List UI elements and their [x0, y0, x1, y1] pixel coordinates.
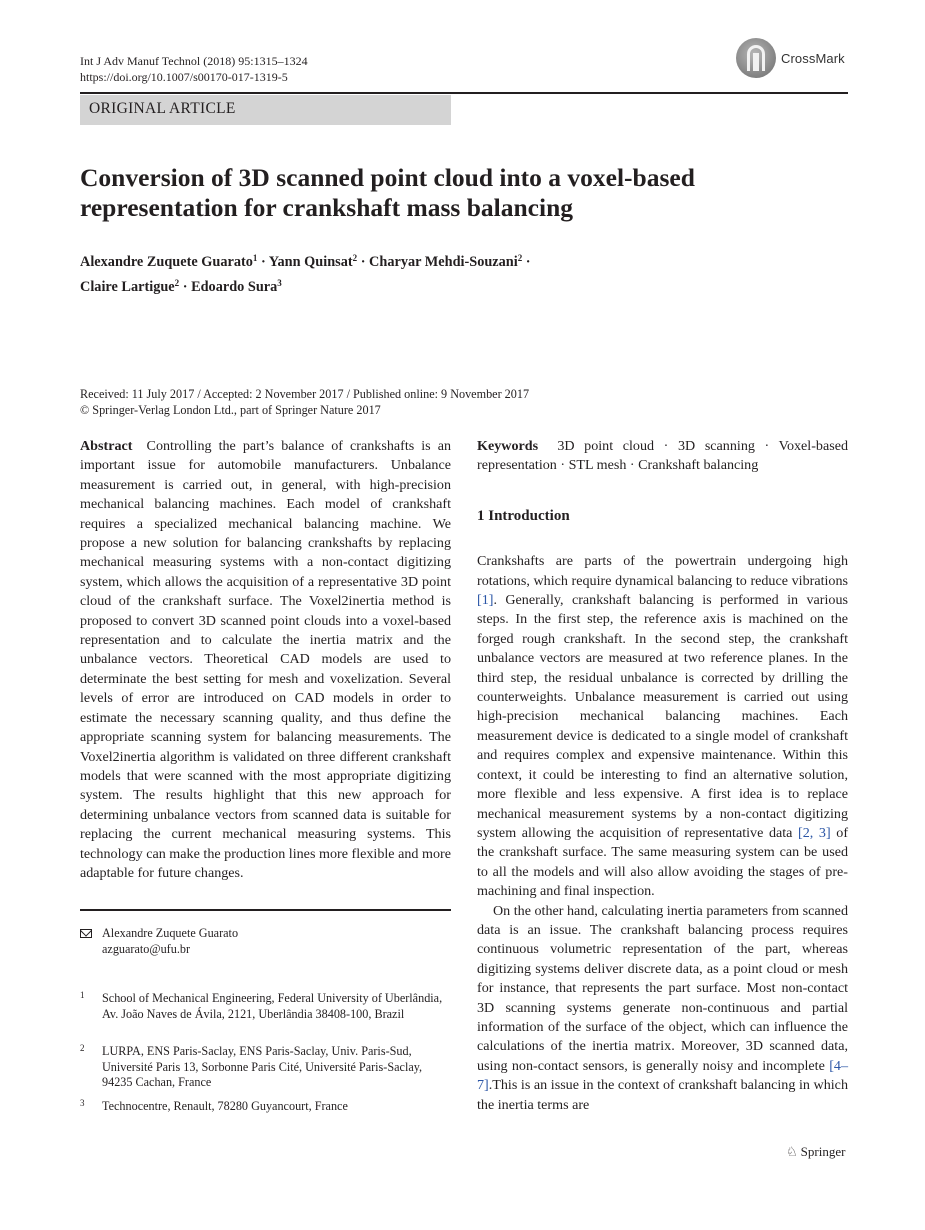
article-type-banner	[80, 95, 451, 125]
author-separator: ·	[257, 254, 269, 270]
right-column	[477, 437, 848, 1115]
author-name[interactable]: Edoardo Sura	[191, 279, 278, 295]
publication-dates	[80, 386, 529, 418]
author-affiliation-ref: 2	[174, 278, 180, 288]
intro-text: On the other hand, calculating inertia parameters from scanned data is an issue. The crankshaft balancing process requires continuous volumetric representation of the part, whereas digitizing systems deliver discrete data, as a point cloud or mesh for instance, that represents the part surface. Most non-contact 3D scanning systems generate non-continuous and partial information of the surface of the object, which can influence the calculations of the inertia matrix. Moreover, 3D scanned data, using non-contact sensors, is generally noisy and incomplete	[477, 902, 848, 1074]
author-separator: ·	[357, 254, 370, 270]
article-title: Conversion of 3D scanned point cloud into a voxel-based representation for crankshaft mass balancing	[80, 163, 695, 222]
affiliation-number: 2	[80, 1043, 85, 1053]
footnote-divider	[80, 909, 451, 911]
keywords-label: Keywords	[477, 438, 539, 454]
citation-link[interactable]: [2, 3]	[798, 824, 831, 841]
keywords-block	[477, 437, 848, 476]
affiliation-text: Technocentre, Renault, 78280 Guyancourt, France	[102, 1099, 348, 1113]
abstract-label: Abstract	[80, 438, 133, 454]
envelope-icon	[80, 929, 92, 938]
citation-link[interactable]: [1]	[477, 592, 494, 609]
author-line-1	[80, 248, 780, 273]
springer-logo	[786, 1144, 845, 1160]
intro-paragraph-1	[477, 552, 848, 901]
author-affiliation-ref: 3	[277, 278, 282, 288]
affiliation-text: School of Mechanical Engineering, Federal University of Uberlândia, Av. João Naves de Ávila, 2121, Uberlândia 38408-100, Brazil	[102, 991, 443, 1021]
journal-header	[80, 53, 308, 85]
author-separator: ·	[522, 254, 531, 270]
author-affiliation-ref: 2	[517, 253, 523, 263]
copyright-line: © Springer-Verlag London Ltd., part of Springer Nature 2017	[80, 403, 381, 417]
header-divider	[80, 92, 848, 94]
crossmark-badge[interactable]	[736, 38, 846, 82]
affiliation-text: LURPA, ENS Paris-Saclay, ENS Paris-Saclay, Univ. Paris-Sud, Université Paris 13, Sorbonne Paris Cité, Université Paris-Saclay, 94235 Cachan, France	[102, 1044, 423, 1090]
author-name[interactable]: Alexandre Zuquete Guarato	[80, 254, 253, 270]
intro-paragraph-2	[477, 902, 848, 1115]
section-heading-introduction: 1 Introduction	[477, 507, 570, 524]
intro-text: Crankshafts are parts of the powertrain undergoing high rotations, which require dynamical balancing to reduce vibrations	[477, 553, 848, 589]
intro-text: . Generally, crankshaft balancing is performed in various steps. In the first step, the reference axis is machined on the forged rough crankshaft. In the second step, the crankshaft unbalance vectors are measured at two reference planes. In the third step, the residual unbalance is corrected by drilling the counterweights. Unbalance measurement is carried out using high-precision mechanical balancing machines. Each measurement device is dedicated to a single model of crankshaft and requires complex and expensive maintenance. Within this context, it could be interesting to find an alternative solution, more flexible and less expensive. A first idea is to replace mechanical measurement systems by a non-contact digitizing system allowing the acquisition of representative data	[477, 592, 848, 841]
abstract-section	[80, 437, 451, 883]
affiliation-number: 3	[80, 1098, 85, 1108]
corresponding-author	[80, 926, 451, 956]
journal-citation: Int J Adv Manuf Technol (2018) 95:1315–1324	[80, 54, 308, 68]
author-name[interactable]: Yann Quinsat	[268, 254, 353, 270]
affiliation-number: 1	[80, 990, 85, 1000]
intro-text: .This is an issue in the context of crankshaft balancing in which the inertia terms are	[477, 1077, 848, 1113]
contact-name: Alexandre Zuquete Guarato	[102, 926, 239, 940]
author-affiliation-ref: 2	[352, 253, 358, 263]
author-name[interactable]: Charyar Mehdi-Souzani	[369, 254, 518, 270]
author-name[interactable]: Claire Lartigue	[80, 279, 175, 295]
crossmark-icon	[736, 38, 776, 78]
author-list	[80, 248, 780, 298]
abstract-text: Controlling the part’s balance of crankshafts is an important issue for automobile manufacturers. Unbalance measurement is carried out, in general, with high-precision mechanical balancing machines. Each model of crankshaft requires a specialized mechanical balancing machine. We propose a new solution for balancing crankshafts by replacing mechanical measuring systems with a non-contact digitizing system, which allows the acquisition of a representative 3D point cloud of the crankshaft surface. The Voxel2inertia method is proposed to convert 3D scanned point clouds into a voxel-based representation and to calculate the inertia matrix and the unbalance vectors. Theoretical CAD models are used to determinate the best setting for mesh and voxelization. Several levels of error are introduced on CAD models in order to estimate the necessary scanning quality, and thus define the appropriate scanning system for balancing measurements. The Voxel2inertia algorithm is validated on three different crankshaft models that were scanned with the most appropriate digitizing system. The results highlight that this new approach for determining unbalance vectors from scanned data is suitable for replacing the current mechanical measuring systems. This technology can make the production lines more flexible and more adaptable for future changes.	[80, 438, 452, 881]
crossmark-label: CrossMark	[781, 51, 845, 66]
contact-email[interactable]: azguarato@ufu.br	[102, 942, 191, 956]
springer-horse-icon: ♘	[786, 1145, 798, 1160]
author-separator: ·	[179, 279, 192, 295]
doi-link[interactable]: https://doi.org/10.1007/s00170-017-1319-5	[80, 70, 288, 84]
history-dates: Received: 11 July 2017 / Accepted: 2 November 2017 / Published online: 9 November 2017	[80, 387, 530, 401]
keywords-text: 3D point cloud · 3D scanning · Voxel-based representation · STL mesh · Crankshaft balancing	[477, 438, 848, 474]
author-line-2	[80, 273, 780, 298]
intro-text: of the crankshaft surface. The same measuring system can be used to all the models and will also allow avoiding the stages of pre-machining and final inspection.	[477, 824, 849, 900]
citation-link[interactable]: [4–7]	[477, 1057, 848, 1094]
author-affiliation-ref: 1	[252, 253, 258, 263]
publisher-name: Springer	[800, 1144, 846, 1159]
article-type: ORIGINAL ARTICLE	[89, 100, 236, 117]
